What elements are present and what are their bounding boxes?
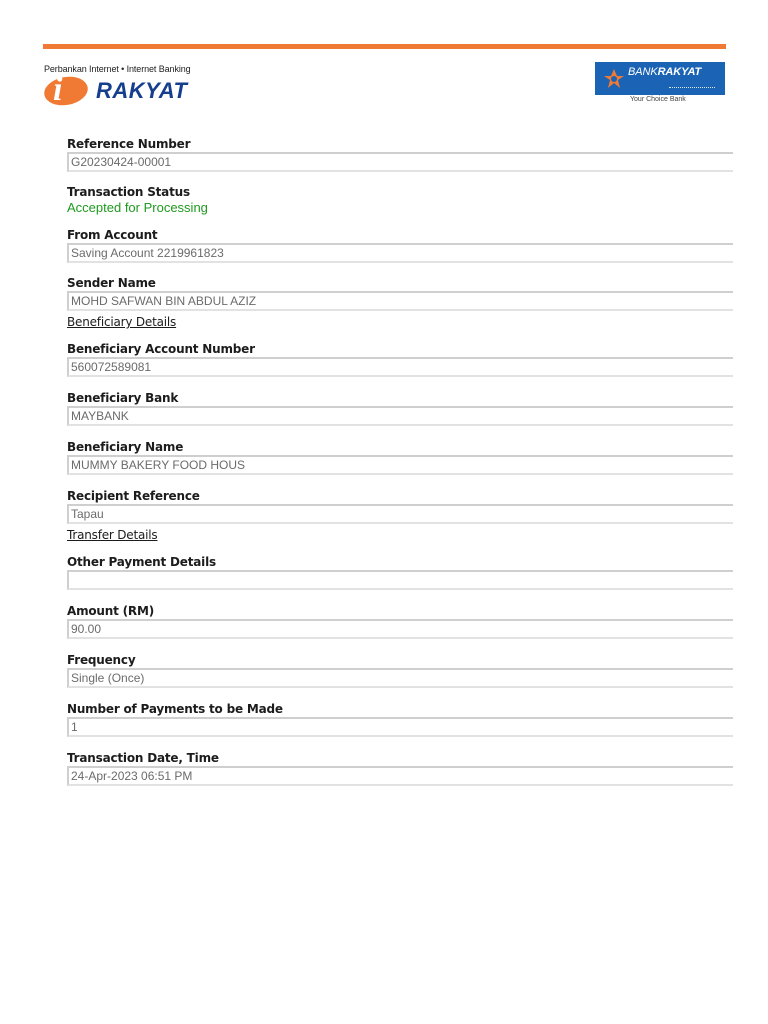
transaction-datetime-value: 24-Apr-2023 06:51 PM [67, 766, 733, 786]
irakyat-wordmark: RAKYAT [96, 78, 188, 103]
from-account-label: From Account [67, 228, 158, 242]
bank-rakyat-name [628, 66, 701, 78]
reference-number-value: G20230424-00001 [67, 152, 733, 172]
beneficiary-details-heading: Beneficiary Details [67, 315, 177, 329]
brand-tagline: Perbankan Internet • Internet Banking [44, 64, 191, 74]
number-of-payments-value: 1 [67, 717, 733, 737]
reference-number-label: Reference Number [67, 137, 191, 151]
bank-jawi-script [669, 81, 715, 88]
frequency-label: Frequency [67, 653, 136, 667]
sender-name-label: Sender Name [67, 276, 156, 290]
irakyat-i-letter: i [53, 71, 63, 108]
recipient-reference-value: Tapau [67, 504, 733, 524]
bank-rakyat-logo [595, 62, 725, 95]
bank-motto: Your Choice Bank [630, 96, 686, 103]
sender-name-value: MOHD SAFWAN BIN ABDUL AZIZ [67, 291, 733, 311]
other-payment-details-value [67, 570, 733, 590]
recipient-reference-label: Recipient Reference [67, 489, 200, 503]
transfer-receipt [67, 137, 733, 786]
beneficiary-account-number-label: Beneficiary Account Number [67, 342, 255, 356]
from-account-value: Saving Account 2219961823 [67, 243, 733, 263]
beneficiary-name-value: MUMMY BAKERY FOOD HOUS [67, 455, 733, 475]
beneficiary-account-number-value: 560072589081 [67, 357, 733, 377]
frequency-value: Single (Once) [67, 668, 733, 688]
transaction-datetime-label: Transaction Date, Time [67, 751, 219, 765]
number-of-payments-label: Number of Payments to be Made [67, 702, 283, 716]
transaction-status-label: Transaction Status [67, 185, 190, 199]
amount-label: Amount (RM) [67, 604, 154, 618]
transfer-details-heading: Transfer Details [67, 528, 158, 542]
bank-rakyat-emblem-icon [603, 68, 625, 90]
amount-value: 90.00 [67, 619, 733, 639]
reference-number-field [67, 137, 733, 152]
header-divider [43, 44, 726, 49]
irakyat-i-oval [42, 73, 90, 108]
irakyat-logo [44, 64, 191, 108]
bank-name-bold: RAKYAT [657, 66, 702, 78]
beneficiary-name-label: Beneficiary Name [67, 440, 184, 454]
irakyat-wordmark-row [44, 71, 191, 108]
beneficiary-bank-label: Beneficiary Bank [67, 391, 179, 405]
bank-name-prefix: BANK [628, 66, 658, 78]
beneficiary-bank-value: MAYBANK [67, 406, 733, 426]
other-payment-details-label: Other Payment Details [67, 555, 216, 569]
transaction-status-value: Accepted for Processing [67, 200, 208, 215]
